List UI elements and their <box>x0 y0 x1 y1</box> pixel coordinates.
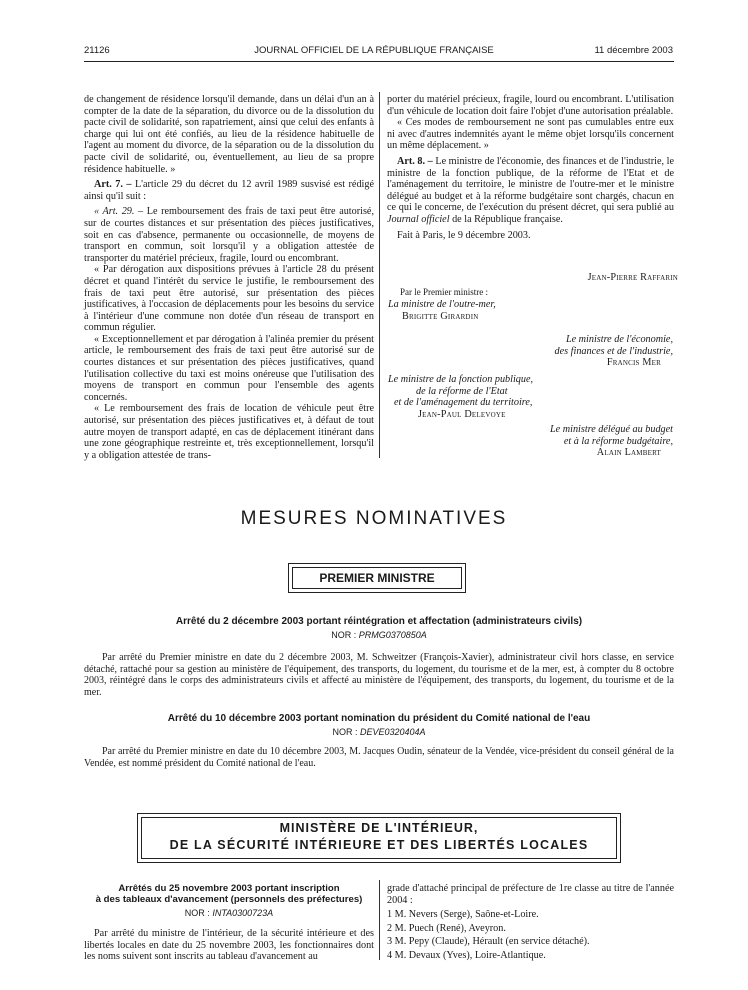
arrete3-title-line1: Arrêtés du 25 novembre 2003 portant inscription <box>118 883 340 894</box>
list-item: 2 M. Puech (René), Aveyron. <box>387 922 506 934</box>
sig1-name: Brigitte Girardin <box>402 310 479 322</box>
left-paragraph-1: de changement de résidence lorsqu'il demande, dans un délai d'un an à compter de la date de la séparation, du divorce ou de la dissolution du pacte civil de solidarité, son rapatriement, ainsi que celui des enfants à charge qui lui ont été confiés, au lieu de la résidence habituelle de l'agent au moment du divorce, de la séparation ou de la dissolution du pacte civil de solidarité, ou, éventuellement, au lieu de sa propre résidence habituelle. » <box>84 94 374 175</box>
arrete1-title: Arrêté du 2 décembre 2003 portant réintégration et affectation (administrateurs civils) <box>175 616 583 627</box>
paragraph-location: « Le remboursement des frais de location de véhicule peut être autorisé, sur présentation des pièces justificatives et, à défaut de tout autre moyen de transport adapté, en cas de déplacement itinérant dans une zone géographique restreinte et, très exceptionnellement, lorsqu'il y a obligation attestée de trans- <box>84 403 374 461</box>
right-paragraph-1: porter du matériel précieux, fragile, lourd ou encombrant. L'utilisation d'un véhicule de location doit faire l'objet d'une autorisation préalable. <box>387 94 674 117</box>
arrete2-nor-label: NOR : <box>332 727 360 737</box>
column-divider <box>379 92 380 458</box>
art7-text: L'article 29 du décret du 12 avril 1989 susvisé est rédigé ainsi qu'il suit : <box>84 179 374 202</box>
arrete3-title-line2: à des tableaux d'avancement (personnels des préfectures) <box>95 894 363 905</box>
ministere-line1: MINISTÈRE DE L'INTÉRIEUR, <box>279 821 479 835</box>
journal-officiel-ref: Journal officiel <box>387 213 450 225</box>
arrete3-nor-label: NOR : <box>184 908 213 918</box>
sig4-role2: et à la réforme budgétaire, <box>563 435 673 447</box>
list-item: 4 M. Devaux (Yves), Loire-Atlantique. <box>387 949 546 961</box>
ministere-box <box>137 813 621 863</box>
header-date: 11 décembre 2003 <box>594 45 673 56</box>
sig3-name: Jean-Paul Delevoye <box>418 408 506 420</box>
arrete3-right-col <box>387 883 674 962</box>
premier-ministre-label: PREMIER MINISTRE <box>319 571 435 585</box>
article-29 <box>84 206 374 264</box>
sig1-role: La ministre de l'outre-mer, <box>388 299 496 310</box>
journal-title: JOURNAL OFFICIEL DE LA RÉPUBLIQUE FRANÇAISE <box>254 45 494 56</box>
paragraph-derogation: « Par dérogation aux dispositions prévues à l'article 28 du présent décret et quand l'intérêt du service le justifie, le remboursement des frais de taxi peut être autorisé, sur présentation des pièces justificatives, à l'occasion de déplacements pour les besoins du service à l'intérieur d'une commune non dotée d'un réseau de transport en commun régulier. <box>84 264 374 334</box>
fait-a-paris: Fait à Paris, le 9 décembre 2003. <box>397 229 531 241</box>
article-8 <box>387 156 674 226</box>
art29-label: « Art. 29. – <box>94 206 144 218</box>
signature-fonction-publique <box>388 374 533 420</box>
arrete1-nor-code: PRMG0370850A <box>358 630 427 640</box>
art7-label: Art. 7. – <box>94 179 132 191</box>
arrete1-nor-label: NOR : <box>331 630 359 640</box>
arrete2-nor-code: DEVE0320404A <box>359 727 426 737</box>
arrete3-nor-code: INTA0300723A <box>212 908 274 918</box>
sig4-role1: Le ministre délégué au budget <box>550 424 673 435</box>
right-paragraph-2: « Ces modes de remboursement ne sont pas cumulables entre eux ni avec d'autres indemnités ayant le même objet lorsqu'ils concernent un même déplacement. » <box>387 117 674 152</box>
section-title: MESURES NOMINATIVES <box>240 508 508 529</box>
header-rule <box>84 61 674 62</box>
arrete3-text: Par arrêté du ministre de l'intérieur, de la sécurité intérieure et des libertés locales en date du 25 novembre 2003, les fonctionnaires dont les noms suivent sont inscrits au tableau d'avancement au <box>84 928 374 963</box>
sig4-name: Alain Lambert <box>596 447 661 459</box>
signatory-name: Jean-Pierre Raffarin <box>587 272 678 283</box>
paragraph-exceptionnellement: « Exceptionnellement et par dérogation à l'alinéa premier du présent article, le remboursement des frais de taxi peut être autorisé sur de courtes distances et sur présentation des pièces justificatives, quand l'utilisation collective du taxi est moins onéreuse que l'utilisation des moyens de transport en commun pour l'ensemble des agents concernés. <box>84 333 374 403</box>
sig3-role1: Le ministre de la fonction publique, <box>388 374 534 385</box>
arrete3-text-col <box>84 928 374 963</box>
art8-text: Le ministre de l'économie, des finances et de l'industrie, le ministre de la fonction publique, de la réforme de l'Etat et de l'aménagement du territoire, le ministre de l'outre-mer et le ministre délégué au budget et à la réforme budgétaire sont chargés, chacun en ce qui le concerne, de l'exécution du présent décret, qui sera publié au <box>387 155 674 214</box>
signature-budget <box>550 424 673 459</box>
sig2-role1: Le ministre de l'économie, <box>565 334 673 345</box>
article-7 <box>84 179 374 202</box>
art8-label: Art. 8. – <box>397 155 433 167</box>
sig2-role2: des finances et de l'industrie, <box>554 345 673 357</box>
arrete3-title <box>84 883 374 905</box>
left-column <box>84 94 374 461</box>
par-le-premier-ministre: Par le Premier ministre : <box>400 287 488 297</box>
arrete1-nor <box>84 630 674 640</box>
list-item: 3 M. Pepy (Claude), Hérault (en service détaché). <box>387 936 590 948</box>
arrete3-nor <box>84 908 374 918</box>
sig3-role2: de la réforme de l'Etat <box>416 385 508 397</box>
signature-outre-mer <box>388 299 496 322</box>
list-item: 1 M. Nevers (Serge), Saône-et-Loire. <box>387 909 539 921</box>
arrete3-right-intro: grade d'attaché principal de préfecture de 1re classe au titre de l'année 2004 : <box>387 883 674 906</box>
art29-text: Le remboursement des frais de taxi peut être autorisé, sur de courtes distances et sur présentation des pièces justificatives, soit en cas d'absence, permanente ou occasionnelle, de moyens de transport en commun, soit lorsqu'il y a obligation attestée de transporter du matériel précieux, fragile, lourd ou encombrant. <box>84 206 374 264</box>
arrete1-text: Par arrêté du Premier ministre en date du 2 décembre 2003, M. Schweitzer (François-Xavier), administrateur civil hors classe, en service détaché, rattaché pour sa gestion au ministère de l'équipement, des transports, du logement, du tourisme et de la mer, est, à compter du 8 octobre 2003, réintégré dans le corps des administrateurs civils et affecté au ministère de l'équipement, des transports, du logement, du tourisme et de la mer. <box>84 652 674 698</box>
premier-ministre-box <box>288 563 466 593</box>
arrete2-text: Par arrêté du Premier ministre en date du 10 décembre 2003, M. Jacques Oudin, sénateur de la Vendée, vice-président du conseil général de la Vendée, est nommé président du Comité national de l'eau. <box>84 746 674 769</box>
arrete2-title: Arrêté du 10 décembre 2003 portant nomination du président du Comité national de l'eau <box>167 713 591 724</box>
right-column <box>387 94 674 241</box>
column-divider-bottom <box>379 880 380 960</box>
page-number: 21126 <box>84 45 110 56</box>
arrete2-nor <box>84 727 674 737</box>
art8-end: de la République française. <box>449 213 563 225</box>
sig2-name: Francis Mer <box>606 357 661 369</box>
ministere-line2: DE LA SÉCURITÉ INTÉRIEURE ET DES LIBERTÉS LOCALES <box>169 838 589 852</box>
sig3-role3: et de l'aménagement du territoire, <box>394 397 533 409</box>
signature-economie <box>555 334 673 369</box>
